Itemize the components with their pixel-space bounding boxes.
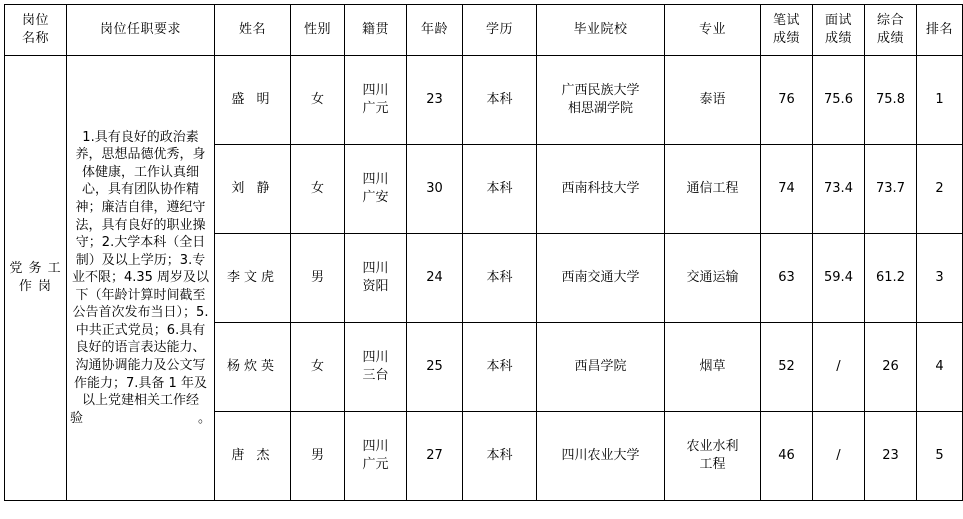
candidate-written-score: 46 <box>761 412 813 501</box>
candidate-rank: 5 <box>917 412 963 501</box>
candidate-origin-line2: 广元 <box>362 101 389 116</box>
header-education: 学历 <box>463 5 537 56</box>
header-written-score <box>761 5 813 56</box>
candidate-written-score: 74 <box>761 145 813 234</box>
candidate-age: 23 <box>407 56 463 145</box>
candidate-origin-line2: 广元 <box>362 457 389 472</box>
candidate-written-score: 76 <box>761 56 813 145</box>
table-row <box>5 56 963 145</box>
table-body <box>5 56 963 501</box>
candidate-major: 烟草 <box>665 323 761 412</box>
results-table-sheet <box>0 4 953 519</box>
candidate-origin-line2: 广安 <box>362 190 389 205</box>
header-total-score-line1: 综合 <box>876 13 904 29</box>
header-post-name-line2: 名称 <box>21 31 49 46</box>
candidate-origin-line1: 四川 <box>362 83 389 99</box>
post-name-cell: 党 务 工 作 岗 <box>5 56 67 501</box>
candidate-gender: 女 <box>291 145 345 234</box>
candidate-gender: 女 <box>291 56 345 145</box>
candidate-school-line2: 相思湖学院 <box>567 101 633 116</box>
header-total-score <box>865 5 917 56</box>
candidate-major: 通信工程 <box>665 145 761 234</box>
candidate-major: 泰语 <box>665 56 761 145</box>
candidate-origin-line1: 四川 <box>362 350 389 366</box>
candidate-age: 27 <box>407 412 463 501</box>
header-name: 姓名 <box>215 5 291 56</box>
candidate-gender: 男 <box>291 234 345 323</box>
candidate-name: 盛 明 <box>215 56 291 145</box>
candidate-education: 本科 <box>463 56 537 145</box>
header-interview-score-line1: 面试 <box>824 13 852 29</box>
candidate-school <box>537 56 665 145</box>
header-major: 专业 <box>665 5 761 56</box>
header-school: 毕业院校 <box>537 5 665 56</box>
header-interview-score <box>813 5 865 56</box>
candidate-school: 西南交通大学 <box>537 234 665 323</box>
candidate-school: 四川农业大学 <box>537 412 665 501</box>
candidate-school-line1: 广西民族大学 <box>561 83 640 99</box>
candidate-education: 本科 <box>463 323 537 412</box>
candidate-rank: 1 <box>917 56 963 145</box>
candidate-total-score: 73.7 <box>865 145 917 234</box>
candidate-origin <box>345 412 407 501</box>
candidate-age: 30 <box>407 145 463 234</box>
candidate-name: 杨炊英 <box>215 323 291 412</box>
candidate-origin <box>345 56 407 145</box>
header-gender: 性别 <box>291 5 345 56</box>
candidate-major <box>665 412 761 501</box>
header-interview-score-line2: 成绩 <box>824 31 852 46</box>
header-written-score-line2: 成绩 <box>772 31 800 46</box>
candidate-origin-line2: 资阳 <box>362 279 389 294</box>
header-post-name-line1: 岗位 <box>21 13 49 29</box>
candidate-written-score: 63 <box>761 234 813 323</box>
candidate-gender: 男 <box>291 412 345 501</box>
table-header-row <box>5 5 963 56</box>
header-post-name <box>5 5 67 56</box>
candidate-name: 李文虎 <box>215 234 291 323</box>
candidate-origin-line1: 四川 <box>362 261 389 277</box>
candidate-interview-score: / <box>813 323 865 412</box>
candidate-education: 本科 <box>463 412 537 501</box>
candidate-origin <box>345 234 407 323</box>
candidate-age: 25 <box>407 323 463 412</box>
candidate-rank: 4 <box>917 323 963 412</box>
candidate-total-score: 23 <box>865 412 917 501</box>
header-total-score-line2: 成绩 <box>876 31 904 46</box>
candidate-interview-score: 59.4 <box>813 234 865 323</box>
candidate-rank: 2 <box>917 145 963 234</box>
candidate-results-table <box>4 4 963 501</box>
candidate-origin-line1: 四川 <box>362 439 389 455</box>
header-post-requirements: 岗位任职要求 <box>67 5 215 56</box>
candidate-origin <box>345 323 407 412</box>
candidate-name: 刘 静 <box>215 145 291 234</box>
candidate-interview-score: 73.4 <box>813 145 865 234</box>
candidate-school: 西南科技大学 <box>537 145 665 234</box>
header-age: 年龄 <box>407 5 463 56</box>
post-requirements-cell: 1.具有良好的政治素养，思想品德优秀，身体健康，工作认真细心，具有团队协作精神；廉洁自律，遵纪守法，具有良好的职业操守；2.大学本科（全日制）及以上学历；3.专业不限；4.35 周岁及以下（年龄计算时间截至公告首次发布当日）；5.中共正式党员；6.具有良好的语言表达能力、沟通协调能力及公文写作能力；7.具备 1 年及以上党建相关工作经验。 <box>67 56 215 501</box>
candidate-major-line1: 农业水利 <box>686 439 739 455</box>
candidate-age: 24 <box>407 234 463 323</box>
candidate-origin-line1: 四川 <box>362 172 389 188</box>
candidate-gender: 女 <box>291 323 345 412</box>
candidate-school: 西昌学院 <box>537 323 665 412</box>
candidate-rank: 3 <box>917 234 963 323</box>
candidate-total-score: 75.8 <box>865 56 917 145</box>
header-written-score-line1: 笔试 <box>772 13 800 29</box>
header-rank: 排名 <box>917 5 963 56</box>
candidate-total-score: 61.2 <box>865 234 917 323</box>
candidate-interview-score: 75.6 <box>813 56 865 145</box>
candidate-name: 唐 杰 <box>215 412 291 501</box>
candidate-education: 本科 <box>463 234 537 323</box>
candidate-education: 本科 <box>463 145 537 234</box>
candidate-total-score: 26 <box>865 323 917 412</box>
candidate-interview-score: / <box>813 412 865 501</box>
candidate-major-line2: 工程 <box>699 457 726 472</box>
candidate-major: 交通运输 <box>665 234 761 323</box>
header-origin: 籍贯 <box>345 5 407 56</box>
candidate-origin-line2: 三台 <box>362 368 389 383</box>
candidate-origin <box>345 145 407 234</box>
candidate-written-score: 52 <box>761 323 813 412</box>
